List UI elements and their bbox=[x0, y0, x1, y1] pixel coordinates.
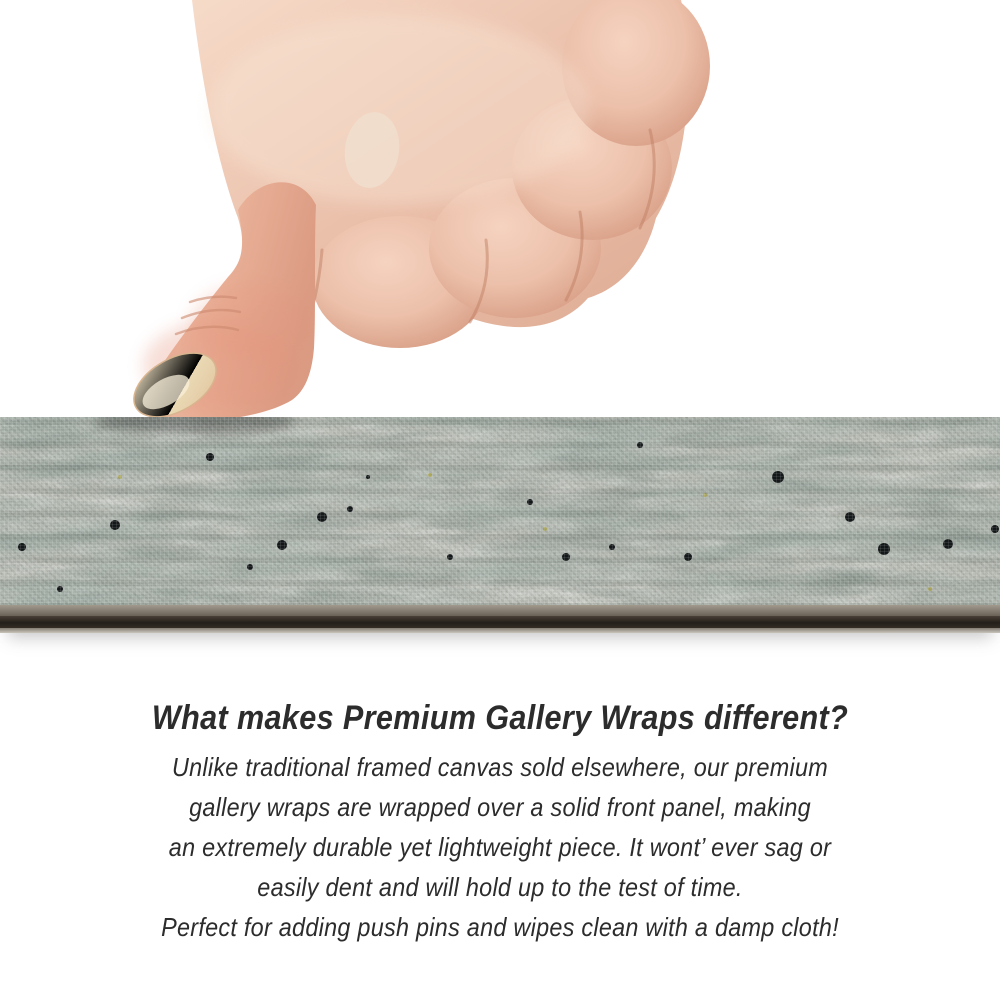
body-line-3: an extremely durable yet lightweight piece. It wont’ ever sag or bbox=[168, 832, 832, 862]
body-line-4: easily dent and will hold up to the test of time. bbox=[257, 872, 743, 902]
body-line-1: Unlike traditional framed canvas sold elsewhere, our premium bbox=[171, 752, 829, 782]
headline: What makes Premium Gallery Wraps different? bbox=[151, 699, 849, 737]
canvas-edge-strip bbox=[0, 417, 1000, 633]
hand-highlight bbox=[210, 15, 590, 205]
hand-pressing-thumb-illustration bbox=[0, 0, 1000, 424]
thumb-blush bbox=[190, 284, 306, 360]
wrap-edge-dark-line bbox=[0, 616, 1000, 628]
hand-photo bbox=[0, 0, 1000, 424]
description-text-block bbox=[50, 699, 950, 947]
body-line-5: Perfect for adding push pins and wipes clean with a damp cloth! bbox=[161, 912, 839, 942]
body-line-2: gallery wraps are wrapped over a solid front panel, making bbox=[189, 792, 811, 822]
wrap-edge-underside bbox=[0, 628, 1000, 633]
wrap-rolled-edge bbox=[0, 605, 1000, 616]
canvas-weave-overlay bbox=[0, 417, 1000, 609]
